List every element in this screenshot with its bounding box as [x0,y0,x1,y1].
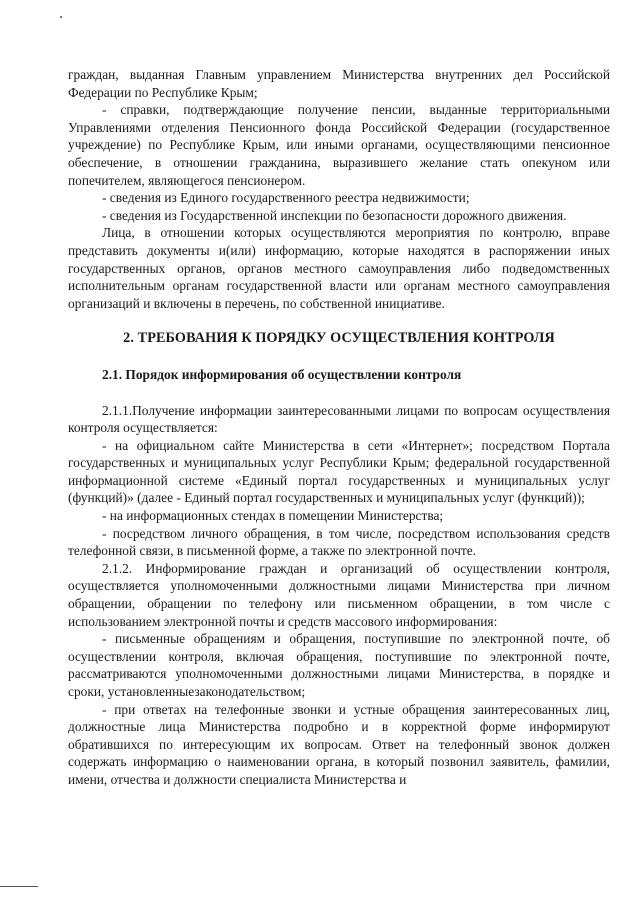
paragraph: Лица, в отношении которых осуществляются мероприятия по контролю, вправе представить документы и(или) информацию, которые находятся в распоряжении иных государственных органов, органов местного самоуправления либо подведомственных исполнительным органам государственной власти или органам местного самоуправления организаций и включены в перечень, по собственной инициативе. [68,225,610,311]
subsection-title: 2.1. Порядок информирования об осуществлении контроля [102,366,462,382]
paragraph: - при ответах на телефонные звонки и устные обращения заинтересованных лиц, должностные лица Министерства подробно и в корректной форме информируют обратившихся по интересующим их вопросам. Ответ на телефонный звонок должен содержать информацию о наименовании органа, в который позвонил заявитель, фамилии, имени, отчества и должности специалиста Министерства и [68,701,610,787]
paragraph: - сведения из Государственной инспекции по безопасности дорожного движения. [102,207,567,223]
paragraph: - на информационных стендах в помещении Министерства; [102,508,444,524]
paragraph: - посредством личного обращения, в том числе, посредством использования средств телефонной связи, в письменной форме, а также по электронной почте. [68,525,610,559]
document-page [68,66,610,789]
paragraph: 2.1.1.Получение информации заинтересованными лицами по вопросам осуществления контроля осуществляется: [68,402,610,436]
scan-edge-mark [0,886,38,887]
scan-speck [60,16,62,18]
paragraph: - письменные обращениям и обращения, поступившие по электронной почте, об осуществлении контроля, включая обращения, поступившие по электронной почте, рассматриваются уполномоченными должностными лицами Министерства, в порядке и сроки, установленныезаконодательством; [68,631,610,699]
section-title: 2. ТРЕБОВАНИЯ К ПОРЯДКУ ОСУЩЕСТВЛЕНИЯ КОНТРОЛЯ [123,330,555,347]
paragraph: граждан, выданная Главным управлением Министерства внутренних дел Российской Федерации по Республике Крым; [68,67,610,100]
paragraph: 2.1.2. Информирование граждан и организаций об осуществлении контроля, осуществляется уполномоченными должностными лицами Министерства при личном обращении, обращении по телефону или письменном обращении, в том числе с использованием электронной почты и средств массового информирования: [68,560,610,629]
paragraph: - сведения из Единого государственного реестра недвижимости; [102,190,470,206]
paragraph: - на официальном сайте Министерства в сети «Интернет»; посредством Портала государственных и муниципальных услуг Республики Крым; федеральной государственной информационной системе «Единый портал государственных и муниципальных услуг (функций)» (далее - Единый портал государственных и муниципальных услуг (функций)); [68,437,610,506]
paragraph: - справки, подтверждающие получение пенсии, выданные территориальными Управлениями отделения Пенсионного фонда Российской Федерации (государственное учреждение) по Республике Крым, или иными органами, осуществляющими пенсионное обеспечение, в отношении гражданина, выразившего желание стать опекуном или попечителем, являющегося пенсионером. [68,102,610,188]
